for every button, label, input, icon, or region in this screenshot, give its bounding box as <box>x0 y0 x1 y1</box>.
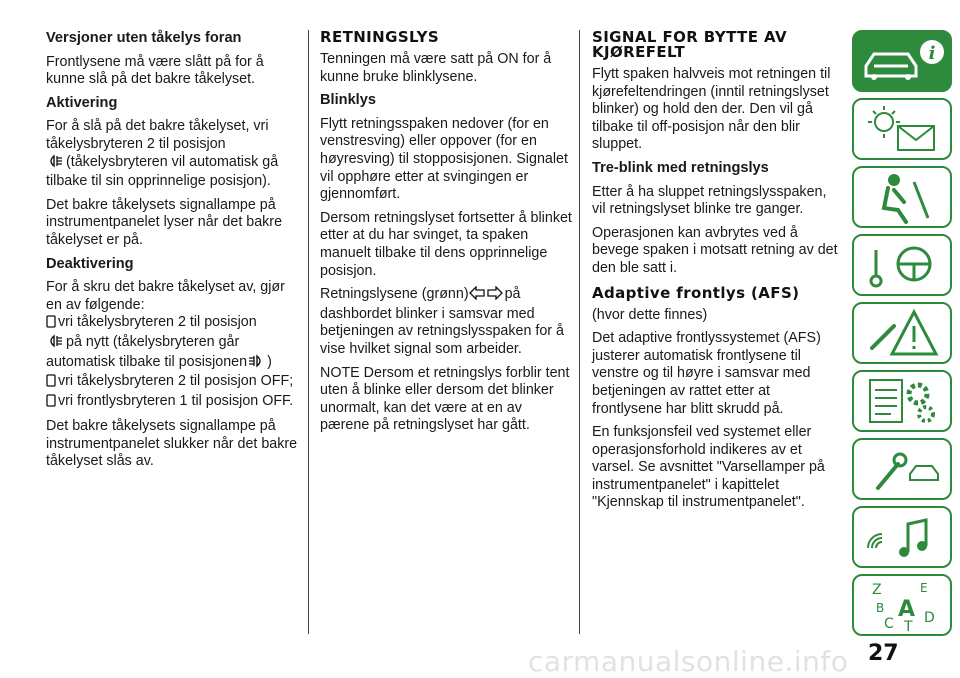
tab-warning-lights[interactable] <box>852 98 952 160</box>
tab-emergency[interactable] <box>852 302 952 364</box>
passenger-icon <box>888 174 900 186</box>
gear-icon <box>909 385 927 403</box>
checklist-icon <box>870 380 902 422</box>
key-icon <box>871 250 881 286</box>
afs-availability: (hvor dette finnes) <box>592 306 708 323</box>
light-icon <box>875 113 893 131</box>
index-letter: E <box>920 581 928 595</box>
rear-fog-icon <box>46 154 64 174</box>
wireless-icon <box>868 534 882 548</box>
heading-deactivation: Deaktivering <box>46 255 134 272</box>
bullet-icon <box>46 374 56 393</box>
tool-icon <box>872 326 894 348</box>
paragraph-indicator <box>320 286 572 358</box>
paragraph: Flytt spaken halvveis mot retningen til kjørefeltendringen (inntil retningslyset blinker) og hold den der. Den vil gå tilbake til off-posisjon når den blir sluppet. <box>592 66 831 153</box>
heading-lane-change: SIGNAL FOR BYTTE AV KJØREFELT <box>592 28 787 61</box>
list-item <box>46 373 298 393</box>
seatbelt-icon <box>914 182 928 218</box>
text: på dashbordet blinker i samsvar med betjeningen av retningslysspaken for å vise hvilket signal som arbeider. <box>320 286 564 357</box>
tab-maintenance[interactable] <box>852 370 952 432</box>
paragraph: Det bakre tåkelysets signallampe på instrumentpanelet lyser når det bakre tåkelyset er på. <box>46 196 283 248</box>
column-divider-1 <box>308 30 309 634</box>
heading-activation: Aktivering <box>46 94 118 111</box>
heading-blinkers: Blinklys <box>320 92 376 109</box>
car-outline-icon <box>910 466 938 480</box>
heading-triple-blink: Tre-blink med retningslys <box>592 159 769 176</box>
paragraph-activation <box>46 118 298 190</box>
column-divider-2 <box>579 30 580 634</box>
paragraph: En funksjonsfeil ved systemet eller operasjonsforhold indikeres av et varsel. Se avsnittet "Varsellamper på instrumentpanelet" i kapittelet "Kjennskap til instrumentpanelet". <box>592 424 825 511</box>
column-rear-fog <box>46 30 298 477</box>
paragraph: Det adaptive frontlyssystemet (AFS) justerer automatisk frontlysene til venstre og til høyre i samsvar med betjeningen av rattet etter at frontlysene har blitt skrudd på. <box>592 330 821 417</box>
car-icon <box>866 54 916 76</box>
paragraph: Flytt retningsspaken nedover (for en venstresving) eller oppover (for en høyresving) til stopposisjonen. Signalet vil opphøre etter at svingingen er gjennomført. <box>320 115 568 203</box>
turn-signal-arrows-icon <box>469 286 503 306</box>
text: For å slå på det bakre tåkelyset, vri tåkelysbryteren 2 til posisjon <box>46 118 269 152</box>
index-letter: A <box>898 597 916 622</box>
paragraph: Dersom retningslyset fortsetter å blinket etter at du har svinget, ta spaken manuelt tilbake til dens opprinnelige posisjon. <box>320 209 572 279</box>
index-letter: D <box>924 610 935 626</box>
list-item <box>46 314 298 373</box>
text: ) <box>267 353 272 370</box>
paragraph: Operasjonen kan avbrytes ved å bevege spaken i motsatt retning av det den ble satt i. <box>592 224 838 276</box>
paragraph: Tenningen må være satt på ON for å kunne bruke blinklysene. <box>320 51 552 85</box>
bullet-icon <box>46 394 56 413</box>
text: på nytt (tåkelysbryteren går automatisk tilbake til posisjonen <box>46 333 248 370</box>
rear-fog-icon <box>46 334 64 354</box>
tab-multimedia[interactable] <box>852 506 952 568</box>
svg-text:i: i <box>928 43 936 64</box>
tab-technical-data[interactable] <box>852 438 952 500</box>
index-letter: T <box>904 619 913 634</box>
list-item <box>46 393 298 413</box>
text: vri tåkelysbryteren 2 til posisjon OFF; <box>58 373 294 390</box>
paragraph: Etter å ha sluppet retningslysspaken, vil retningslyset blinke tre ganger. <box>592 183 827 218</box>
tab-starting-driving[interactable] <box>852 234 952 296</box>
envelope-icon <box>898 126 934 150</box>
text: vri tåkelysbryteren 2 til posisjon <box>58 314 257 331</box>
page-number: 27 <box>868 641 899 666</box>
index-letter: B <box>876 601 885 615</box>
note: NOTE Dersom et retningslys forblir tent uten å blinke eller dersom det blinker unormalt, kan det være at en av pærene på retningslyset har gått. <box>320 364 570 434</box>
front-fog-icon <box>247 354 265 374</box>
index-letter: C <box>884 616 894 632</box>
paragraph: For å skru det bakre tåkelyset av, gjør en av følgende: <box>46 279 285 313</box>
paragraph: Frontlysene må være slått på for å kunne slå på det bakre tåkelyset. <box>46 53 264 88</box>
tab-car-info[interactable] <box>852 30 952 92</box>
text: Retningslysene (grønn) <box>320 286 469 303</box>
tab-index[interactable] <box>852 574 952 636</box>
tab-safety[interactable] <box>852 166 952 228</box>
watermark: carmanualsonline.info <box>528 645 849 678</box>
text: vri frontlysbryteren 1 til posisjon OFF. <box>58 392 294 409</box>
column-turn-signals <box>320 30 572 441</box>
heading-turn-signals: RETNINGSLYS <box>320 28 440 46</box>
bullet-icon <box>46 315 56 334</box>
paragraph: Det bakre tåkelysets signallampe på instrumentpanelet slukker når det bakre tåkelyset slås av. <box>46 418 298 470</box>
column-lane-change <box>592 30 842 518</box>
heading-no-front-fog: Versjoner uten tåkelys foran <box>46 30 242 46</box>
index-letter: Z <box>872 582 882 598</box>
heading-afs: Adaptive frontlys (AFS) <box>592 283 800 302</box>
text: (tåkelysbryteren vil automatisk gå tilbake til sin opprinnelige posisjon). <box>46 153 279 190</box>
wrench-icon <box>878 464 898 488</box>
